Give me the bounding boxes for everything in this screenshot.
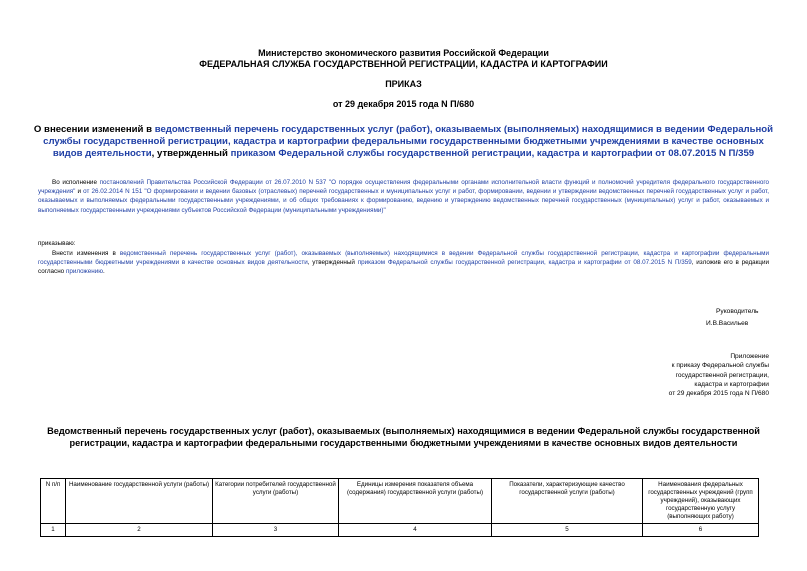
doc-type: ПРИКАЗ [385,79,422,89]
table-cell-number: 5 [492,524,643,537]
table-cell-number: 6 [643,524,759,537]
appendix-line: государственной регистрации, [675,371,769,379]
ministry-name: Министерство экономического развития Российской Федерации [258,48,549,58]
preamble-text: Во исполнение [52,179,100,186]
body-link-order[interactable]: приказом Федеральной службы государственной регистрации, кадастра и картографии от 08.07.2015 N П/359 [357,259,692,267]
table-row [41,524,759,537]
table-cell-number: 4 [339,524,492,537]
list-title-line-1: Ведомственный перечень государственных услуг (работ), оказываемых (выполняемых) находящимися в ведении Федеральной службы государственной [47,426,760,436]
table-header-row [41,479,759,524]
table-header-cell: Показатели, характеризующие качество государственной услуги (работы) [492,479,643,524]
signature-name: И.В.Васильев [706,320,749,327]
appendix-line: от 29 декабря 2015 года N П/680 [668,390,769,398]
services-table [40,478,759,537]
body-paragraph [38,249,769,277]
appendix-line: Приложение [730,353,769,360]
table-header-cell: Категории потребителей государственной услуги (работы) [213,479,339,524]
signature-role: Руководитель [716,308,759,315]
table-header-cell: Наименование государственной услуги (работы) [66,479,213,524]
table-header-cell: N п/п [41,479,66,524]
body-text-4: . [102,268,105,276]
service-name: ФЕДЕРАЛЬНАЯ СЛУЖБА ГОСУДАРСТВЕННОЙ РЕГИСТРАЦИИ, КАДАСТРА И КАРТОГРАФИИ [199,59,608,69]
body-link-list[interactable]: ведомственный перечень государственных услуг (работ), оказываемых (выполняемых) находящимися в ведении Федеральной службы государственной регистрации, кадастра и картографии федеральными государственными бюджетными учреждениями в качестве основных видов деятельности [38,250,769,267]
body-text-2: , утвержденный [307,259,358,267]
title-text-2: , утвержденный [151,148,231,159]
appendix-line: к приказу Федеральной службы [671,362,769,370]
body-link-appendix[interactable]: приложению [65,268,103,276]
doc-date: от 29 декабря 2015 года N П/680 [332,99,475,109]
preamble-link-537[interactable]: постановлений Правительства Российской Федерации от 26.07.2010 N 537 "О порядке осуществления федеральными органами исполнительной власти функций и полномочий учредителя федерального государственного учреждения" [38,179,769,196]
preamble-paragraph [38,178,769,215]
appendix-block [609,352,769,398]
body-text: Внести изменения в [52,250,120,257]
document-title [30,124,777,160]
table-cell-number: 2 [66,524,213,537]
order-word: приказываю: [38,240,76,247]
table-cell-number: 1 [41,524,66,537]
table-cell-number: 3 [213,524,339,537]
table-header-cell: Наименования федеральных государственных учреждений (групп учреждений), оказывающих государственную услугу (выполняющих работу) [643,479,759,524]
preamble-link-151[interactable]: от 26.02.2014 N 151 "О формировании и ведении базовых (отраслевых) перечней государственных и муниципальных услуг и работ, формировании, ведении и утверждении ведомственных перечней государственных услуг и работ, оказываемых и выполняемых федеральными государственными учреждениями, и об общих требованиях к формированию, ведению и утверждению ведомственных перечней государственных (муниципальных) услуг и работ, оказываемых и выполняемых государственными учреждениями субъектов Российской Федерации (муниципальными учреждениями)" [38,188,769,214]
table-header-cell: Единицы измерения показателя объема (содержания) государственной услуги (работы) [339,479,492,524]
title-link-list[interactable]: ведомственный перечень государственных услуг (работ), оказываемых (выполняемых) находящимися в ведении Федеральной службы государственной регистрации, кадастра и картографии федеральными государственными бюджетными учреждениями в качестве основных видов деятельности [43,124,774,159]
list-title-line-2: регистрации, кадастра и картографии федеральными государственными бюджетными учреждениями в качестве основных видов деятельности [69,438,738,448]
preamble-text-2: и [75,188,84,196]
appendix-line: кадастра и картографии [694,380,769,388]
body-text-3: , изложив его в редакции согласно [38,259,770,276]
title-text: О внесении изменений в [33,124,155,135]
title-link-order[interactable]: приказом Федеральной службы государственной регистрации, кадастра и картографии от 08.07.2015 N П/359 [230,148,755,159]
